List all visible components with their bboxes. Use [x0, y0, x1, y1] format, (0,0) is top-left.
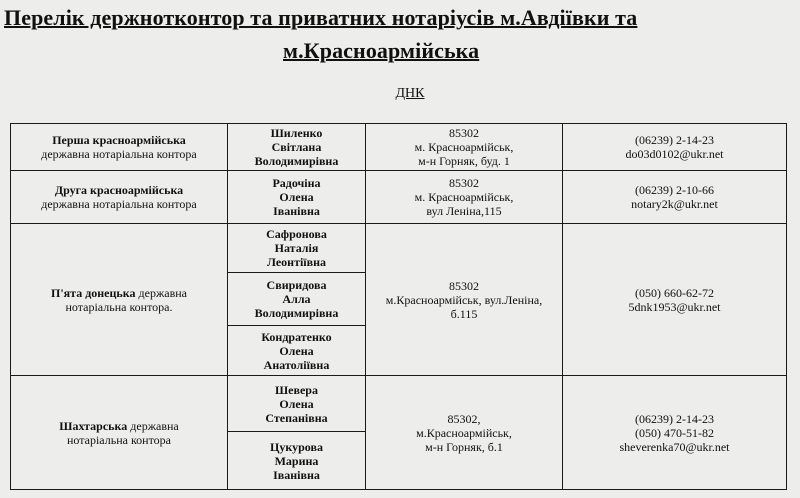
office-name-mid: державна	[135, 285, 187, 300]
notary-patronymic: Іванівна	[273, 467, 320, 482]
notary-surname: Цукурова	[270, 439, 323, 454]
notary-surname: Радочіна	[272, 176, 321, 190]
notary-name-cell	[228, 432, 366, 490]
table-row	[11, 224, 787, 273]
email-address: notary2k@ukr.net	[631, 197, 718, 211]
office-name-cell	[11, 224, 228, 376]
address-street: вул Леніна,115	[426, 204, 502, 218]
postal-code: 85302	[449, 278, 479, 293]
notary-surname: Свиридова	[266, 278, 327, 292]
office-name-bold: П'ята донецька	[51, 285, 136, 300]
office-name-rest: державна нотаріальна контора	[41, 197, 197, 211]
page-title-line-2: м.Красноармійська	[283, 38, 480, 63]
phone-number: (06239) 2-14-23	[635, 133, 714, 147]
postal-code: 85302	[449, 126, 479, 140]
contact-cell	[563, 376, 787, 490]
office-name-bold: Друга красноармійська	[54, 183, 184, 197]
contact-cell	[563, 224, 787, 376]
table-row	[11, 171, 787, 224]
phone-number: (050) 660-62-72	[635, 285, 714, 300]
address-cell	[366, 171, 563, 224]
address-city: м. Красноармійськ,	[414, 140, 514, 154]
notary-first-name: Алла	[282, 292, 311, 306]
phone-number: (06239) 2-14-23	[635, 411, 714, 426]
notary-first-name: Олена	[279, 396, 314, 411]
office-name-cell	[11, 171, 228, 224]
office-name-bold: Перша красноармійська	[52, 133, 186, 147]
notary-surname: Шиленко	[270, 126, 323, 140]
contact-cell	[563, 124, 787, 171]
phone-number: (06239) 2-10-66	[635, 183, 714, 197]
notary-name-cell	[228, 171, 366, 224]
notary-first-name: Марина	[274, 453, 319, 468]
address-street: м-н Горняк, буд. 1	[418, 154, 510, 168]
notary-patronymic: Леонтіївна	[266, 255, 327, 269]
contact-cell	[563, 171, 787, 224]
notary-patronymic: Анатоліївна	[263, 357, 330, 372]
notary-name-cell	[228, 124, 366, 171]
postal-code: 85302,	[447, 411, 481, 426]
office-name-rest: нотаріальна контора.	[65, 299, 173, 314]
page-title-line-1: Перелік держнотконтор та приватних нотаріусів м.Авдіївки та	[4, 5, 638, 30]
office-name-rest: державна нотаріальна контора	[41, 147, 197, 161]
office-name-rest: нотаріальна контора	[66, 432, 171, 447]
notary-surname: Сафронова	[266, 227, 327, 241]
email-address: do03d0102@ukr.net	[625, 147, 724, 161]
office-name-mid: державна	[127, 418, 179, 433]
address-street: м-н Горняк, б.1	[425, 439, 503, 454]
address-city: м. Красноармійськ,	[414, 190, 514, 204]
notary-surname: Шевера	[275, 382, 318, 397]
section-subtitle: ДНК	[395, 86, 425, 101]
address-city: м.Красноармійськ,	[416, 425, 512, 440]
notary-first-name: Олена	[279, 190, 314, 204]
office-name-cell	[11, 376, 228, 490]
email-address: sheverenka70@ukr.net	[619, 439, 730, 454]
notary-patronymic: Степанівна	[265, 410, 328, 425]
address-city: м.Красноармійськ, вул.Леніна,	[385, 292, 543, 307]
notary-offices-table	[10, 123, 787, 490]
email-address: 5dnk1953@ukr.net	[628, 299, 721, 314]
notary-patronymic: Іванівна	[273, 204, 320, 218]
notary-surname: Кондратенко	[261, 329, 332, 344]
notary-patronymic: Володимирівна	[254, 306, 339, 320]
address-street: б.115	[450, 306, 478, 321]
address-cell	[366, 124, 563, 171]
address-cell	[366, 376, 563, 490]
notary-name-cell	[228, 224, 366, 273]
notary-name-cell	[228, 326, 366, 376]
address-cell	[366, 224, 563, 376]
mobile-number: (050) 470-51-82	[635, 425, 714, 440]
notary-first-name: Олена	[279, 343, 314, 358]
postal-code: 85302	[449, 176, 479, 190]
office-name-cell	[11, 124, 228, 171]
notary-name-cell	[228, 376, 366, 432]
notary-patronymic: Володимирівна	[254, 154, 339, 168]
table-row	[11, 124, 787, 171]
notary-name-cell	[228, 273, 366, 326]
notary-first-name: Світлана	[271, 140, 322, 154]
notary-first-name: Наталія	[274, 241, 319, 255]
table-row	[11, 376, 787, 432]
office-name-bold: Шахтарська	[59, 418, 128, 433]
